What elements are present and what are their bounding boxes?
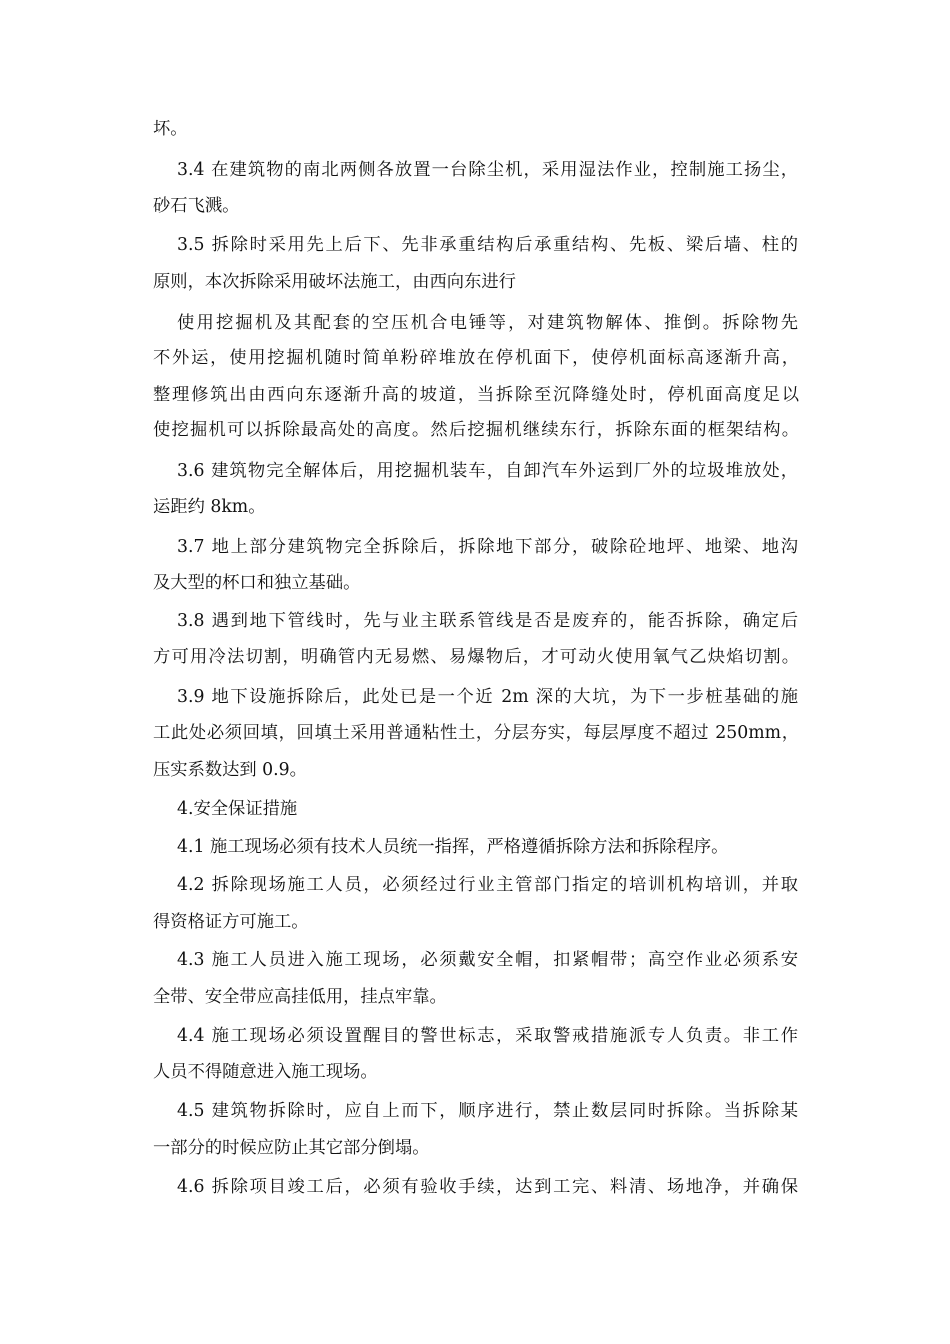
paragraph-4-6-line-1: 4.6 拆除项目竣工后，必须有验收手续，达到工完、料清、场地净，并确保 [177, 1177, 798, 1197]
paragraph-3-4-line-1: 3.4 在建筑物的南北两侧各放置一台除尘机，采用湿法作业，控制施工扬尘， [177, 160, 798, 180]
paragraph-4-1: 4.1 施工现场必须有技术人员统一指挥，严格遵循拆除方法和拆除程序。 [177, 837, 729, 857]
text-line: 原则，本次拆除采用破坏法施工，由西向东进行 [153, 272, 516, 292]
section-heading-4: 4.安全保证措施 [177, 799, 298, 819]
text-line: 砂石飞溅。 [153, 196, 240, 216]
text-line: 压实系数达到 0.9。 [153, 760, 307, 780]
text-line: 方可用冷法切割，明确管内无易燃、易爆物后，才可动火使用氧气乙炔焰切割。 [153, 647, 799, 667]
paragraph-line-1: 使用挖掘机及其配套的空压机合电锤等，对建筑物解体、推倒。拆除物先 [177, 313, 798, 333]
text-line: 运距约 8km。 [153, 497, 266, 517]
text-line: 一部分的时候应防止其它部分倒塌。 [153, 1138, 430, 1158]
paragraph-3-8-line-1: 3.8 遇到地下管线时，先与业主联系管线是否是废弃的，能否拆除，确定后 [177, 611, 798, 631]
text-line: 全带、安全带应高挂低用，挂点牢靠。 [153, 987, 447, 1007]
paragraph-4-5-line-1: 4.5 建筑物拆除时，应自上而下，顺序进行，禁止数层同时拆除。当拆除某 [177, 1101, 798, 1121]
text-line: 人员不得随意进入施工现场。 [153, 1062, 378, 1082]
paragraph-3-5-line-1: 3.5 拆除时采用先上后下、先非承重结构后承重结构、先板、梁后墙、柱的 [177, 235, 798, 255]
text-line: 工此处必须回填，回填土采用普通粘性土，分层夯实，每层厚度不超过 250mm， [153, 723, 799, 743]
paragraph-3-6-line-1: 3.6 建筑物完全解体后，用挖掘机装车，自卸汽车外运到厂外的垃圾堆放处， [177, 461, 798, 481]
text-line: 得资格证方可施工。 [153, 912, 309, 932]
text-line: 使挖掘机可以拆除最高处的高度。然后挖掘机继续东行，拆除东面的框架结构。 [153, 420, 799, 440]
paragraph-4-4-line-1: 4.4 施工现场必须设置醒目的警世标志，采取警戒措施派专人负责。非工作 [177, 1026, 798, 1046]
text-line: 坏。 [153, 119, 188, 139]
text-line: 整理修筑出由西向东逐渐升高的坡道，当拆除至沉降缝处时，停机面高度足以 [153, 385, 799, 405]
paragraph-3-7-line-1: 3.7 地上部分建筑物完全拆除后，拆除地下部分，破除砼地坪、地梁、地沟 [177, 537, 798, 557]
paragraph-3-9-line-1: 3.9 地下设施拆除后，此处已是一个近 2m 深的大坑，为下一步桩基础的施 [177, 687, 798, 707]
text-line: 及大型的杯口和独立基础。 [153, 573, 361, 593]
text-line: 不外运，使用挖掘机随时简单粉碎堆放在停机面下，使停机面标高逐渐升高， [153, 348, 799, 368]
paragraph-4-3-line-1: 4.3 施工人员进入施工现场，必须戴安全帽，扣紧帽带；高空作业必须系安 [177, 950, 798, 970]
paragraph-4-2-line-1: 4.2 拆除现场施工人员，必须经过行业主管部门指定的培训机构培训，并取 [177, 875, 798, 895]
